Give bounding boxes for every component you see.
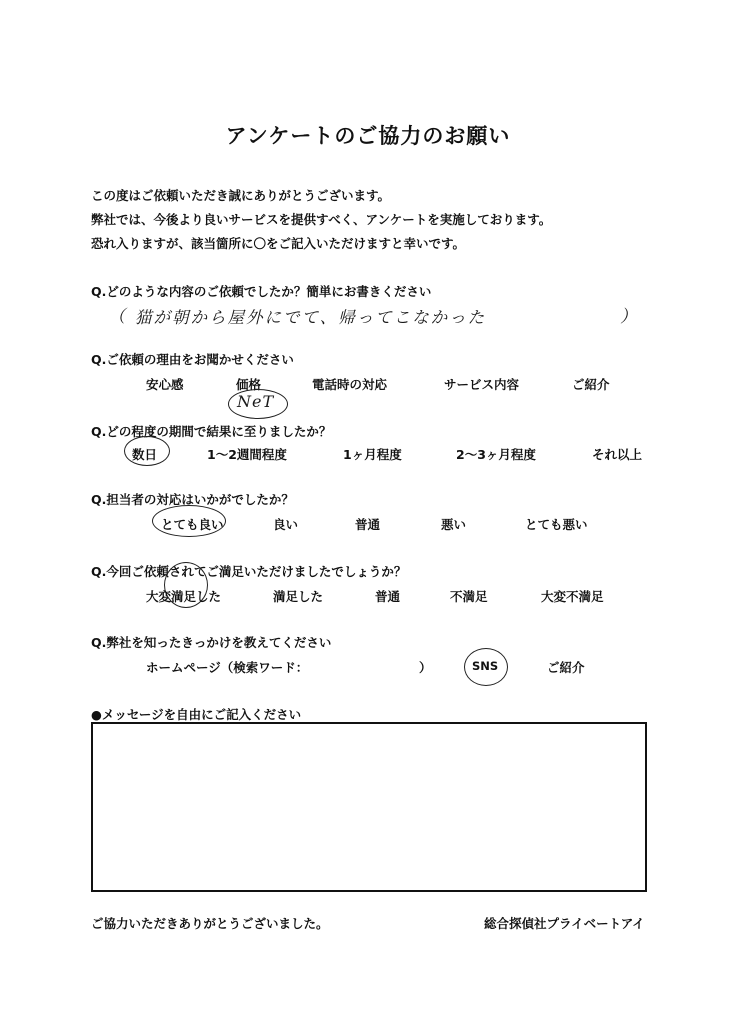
q2-option-kakaku[interactable]: 価格 [236, 377, 262, 392]
message-textarea[interactable] [91, 722, 647, 892]
q3-option-1-2-weeks[interactable]: 1～2週間程度 [207, 447, 287, 462]
q5-option-manzoku[interactable]: 満足した [273, 589, 324, 604]
q5-option-fumanzoku[interactable]: 不満足 [450, 589, 488, 604]
q6-homepage-close-paren: ） [419, 660, 432, 675]
q5-option-taihen-fumanzoku[interactable]: 大変不満足 [541, 589, 604, 604]
footer-company: 総合探偵社プライベートアイ [484, 916, 645, 931]
q2-option-anshinkan[interactable]: 安心感 [146, 377, 184, 392]
q4-option-futsuu[interactable]: 普通 [355, 517, 381, 532]
intro-line-2: 弊社では、今後より良いサービスを提供すべく、アンケートを実施しております。 [91, 212, 552, 227]
question-3-label: Q.どの程度の期間で結果に至りましたか？ [91, 424, 332, 439]
page-title: アンケートのご協力のお願い [225, 124, 511, 148]
q4-option-totemo-yoi[interactable]: とても良い [161, 517, 224, 532]
message-label: ●メッセージを自由にご記入ください [91, 707, 302, 722]
q2-option-denwa-taiou[interactable]: 電話時の対応 [312, 377, 388, 392]
q4-option-totemo-warui[interactable]: とても悪い [525, 517, 588, 532]
q6-option-homepage[interactable]: ホームページ（検索ワード： [146, 660, 309, 675]
question-4-label: Q.担当者の対応はいかがでしたか？ [91, 492, 294, 507]
q2-option-service[interactable]: サービス内容 [444, 377, 520, 392]
q3-option-1-month[interactable]: 1ヶ月程度 [343, 447, 402, 462]
question-6-label: Q.弊社を知ったきっかけを教えてください [91, 635, 332, 650]
q1-open-paren: （ [108, 307, 125, 327]
q1-handwritten-answer[interactable]: 猫が朝から屋外にでて、帰ってこなかった [135, 308, 487, 327]
q2-option-shoukai[interactable]: ご紹介 [572, 377, 610, 392]
question-2-label: Q.ご依頼の理由をお聞かせください [91, 352, 294, 367]
intro-line-3: 恐れ入りますが、該当箇所に〇をご記入いただけますと幸いです。 [91, 236, 466, 251]
q3-option-more[interactable]: それ以上 [592, 447, 643, 462]
intro-line-1: この度はご依頼いただき誠にありがとうございます。 [91, 188, 391, 203]
q6-option-sns[interactable]: SNS [472, 659, 499, 673]
question-1-label: Q.どのような内容のご依頼でしたか？簡単にお書きください [91, 284, 432, 299]
q4-option-yoi[interactable]: 良い [273, 517, 299, 532]
question-5-label: Q.今回ご依頼されてご満足いただけましたでしょうか？ [91, 564, 407, 579]
footer-thanks: ご協力いただきありがとうございました。 [91, 916, 329, 931]
q3-option-2-3-months[interactable]: 2～3ヶ月程度 [456, 447, 536, 462]
q3-option-suujitsu[interactable]: 数日 [132, 447, 158, 462]
q4-option-warui[interactable]: 悪い [441, 517, 467, 532]
q2-handwritten-note: NeT [237, 392, 275, 411]
q5-option-futsuu[interactable]: 普通 [375, 589, 401, 604]
q1-close-paren: ） [620, 307, 637, 327]
q6-option-shoukai[interactable]: ご紹介 [547, 660, 585, 675]
q5-option-taihen-manzoku[interactable]: 大変満足した [146, 589, 222, 604]
